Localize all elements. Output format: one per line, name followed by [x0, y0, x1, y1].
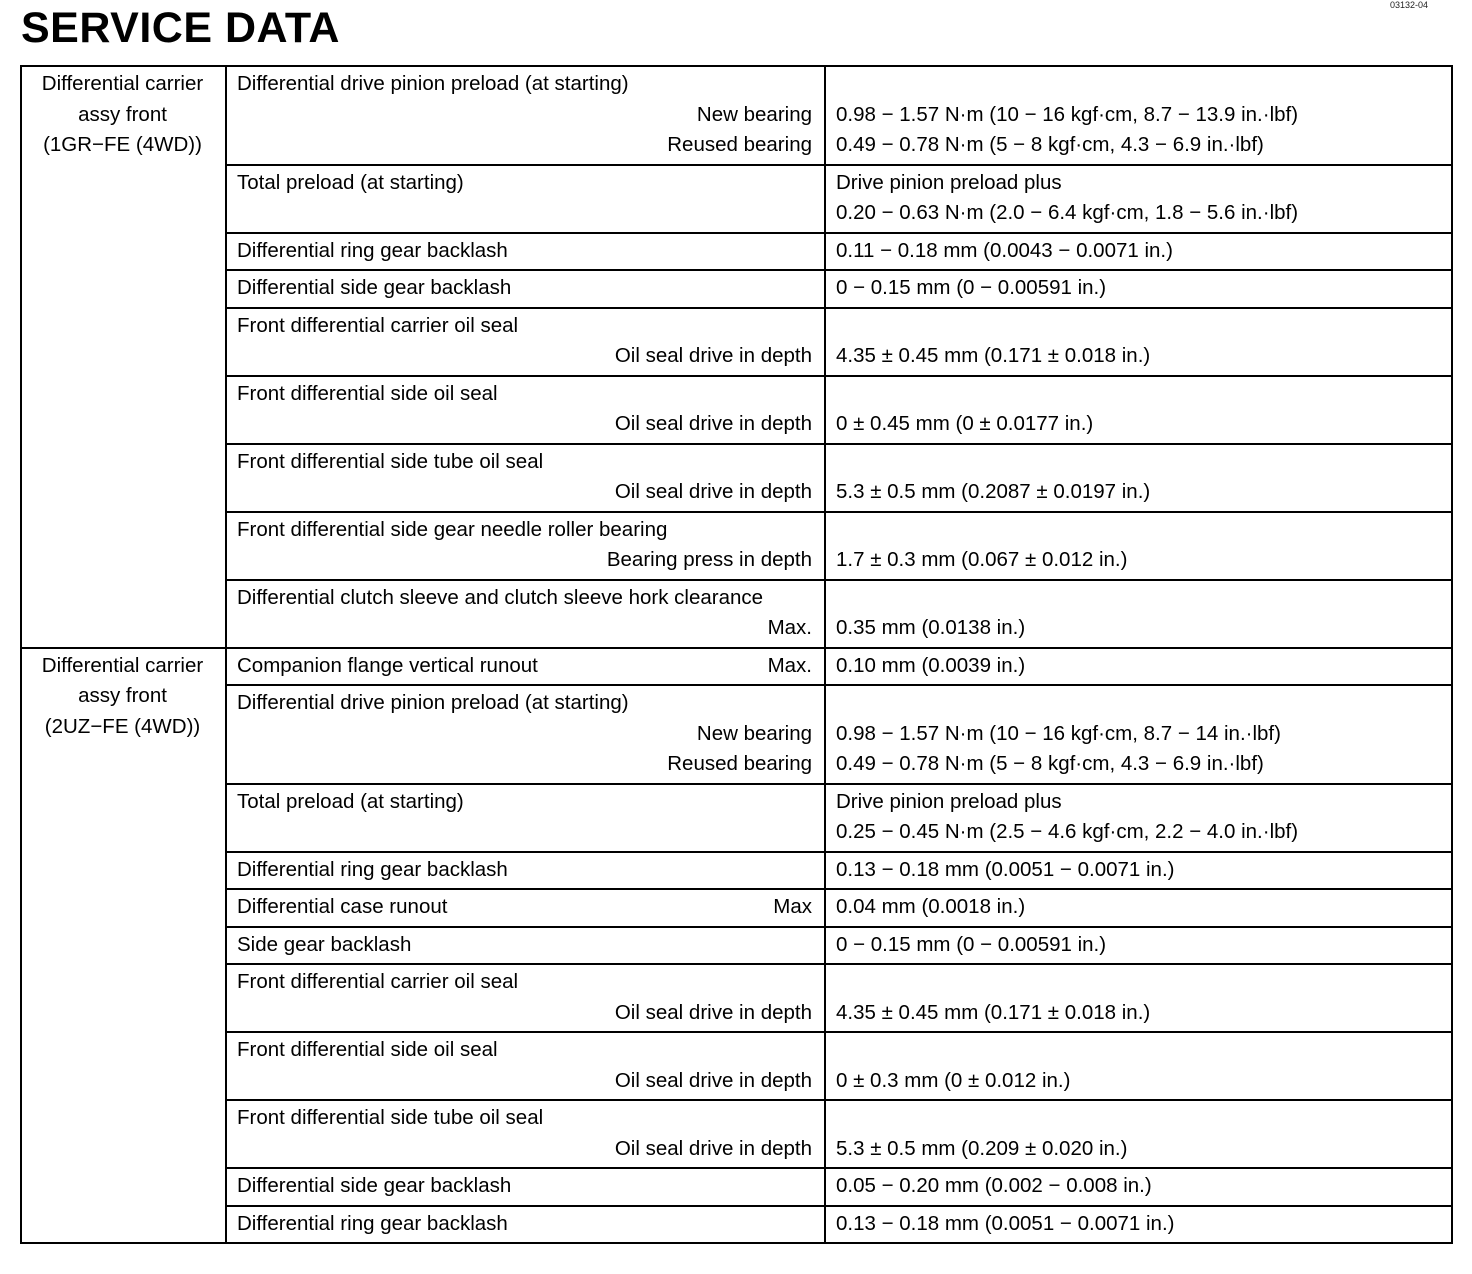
item-name: Front differential side oil seal: [237, 1038, 498, 1061]
spec-value: 0.04 mm (0.0018 in.): [836, 895, 1026, 918]
item-condition: Oil seal drive in depth: [614, 1000, 812, 1024]
spec-spacer: [836, 311, 1439, 342]
spec-value: 0.25 − 0.45 N·m (2.5 − 4.6 kgf·cm, 2.2 − 4.0 in.·lbf): [836, 820, 1299, 843]
spec-value: 0.05 − 0.20 mm (0.002 − 0.008 in.): [836, 1174, 1152, 1197]
spec-cell: [825, 784, 1452, 852]
item-name: Side gear backlash: [237, 932, 412, 956]
item-name: Differential side gear backlash: [237, 1174, 512, 1197]
component-name-line: (1GR−FE (4WD)): [43, 133, 202, 156]
item-condition: Max.: [767, 653, 812, 677]
table-row: [21, 66, 1452, 165]
spec-cell: [825, 889, 1452, 927]
spec-value: 4.35 ± 0.45 mm (0.171 ± 0.018 in.): [836, 1000, 1151, 1024]
item-condition: Oil seal drive in depth: [614, 412, 812, 435]
component-name-line: (2UZ−FE (4WD)): [44, 714, 201, 738]
table-row: [21, 444, 1452, 512]
item-name: Total preload (at starting): [237, 170, 464, 194]
spec-spacer: [836, 379, 1439, 410]
table-row: [21, 1032, 1452, 1100]
item-name: Front differential side gear needle roller bearing: [237, 517, 668, 541]
spec-value: 0.11 − 0.18 mm (0.0043 − 0.0071 in.): [836, 238, 1173, 262]
item-name: Companion flange vertical runout: [237, 653, 538, 677]
item-condition: Oil seal drive in depth: [614, 344, 812, 367]
item-cell: [226, 964, 825, 1032]
item-name: Differential drive pinion preload (at starting): [237, 691, 629, 714]
spec-value: 0.20 − 0.63 N·m (2.0 − 6.4 kgf·cm, 1.8 − 5.6 in.·lbf): [836, 201, 1299, 224]
table-row: [21, 233, 1452, 271]
item-name: Front differential side oil seal: [237, 381, 498, 405]
spec-spacer: [836, 688, 1439, 719]
spec-cell: [825, 270, 1452, 308]
spec-spacer: [836, 447, 1439, 478]
spec-value: 0.35 mm (0.0138 in.): [836, 616, 1026, 639]
component-name-line: assy front: [78, 102, 167, 126]
item-condition: Max: [773, 895, 812, 918]
item-name: Front differential side tube oil seal: [237, 1106, 544, 1129]
spec-cell: [825, 512, 1452, 580]
item-name: Differential ring gear backlash: [237, 238, 508, 262]
spec-cell: [825, 1032, 1452, 1100]
table-row: [21, 1206, 1452, 1244]
service-data-table-body: [21, 66, 1452, 1243]
page-code: 03132-04: [1389, 0, 1428, 10]
spec-cell: [825, 1100, 1452, 1168]
item-condition: Oil seal drive in depth: [614, 1068, 812, 1092]
spec-value: 0.13 − 0.18 mm (0.0051 − 0.0071 in.): [836, 1211, 1175, 1235]
item-cell: [226, 685, 825, 784]
item-cell: [226, 889, 825, 927]
item-condition: Reused bearing: [667, 133, 812, 156]
spec-value: 4.35 ± 0.45 mm (0.171 ± 0.018 in.): [836, 344, 1151, 367]
component-name-line: Differential carrier: [41, 72, 204, 95]
page-title: SERVICE DATA: [21, 4, 340, 52]
spec-value: 5.3 ± 0.5 mm (0.2087 ± 0.0197 in.): [836, 480, 1151, 503]
table-row: [21, 964, 1452, 1032]
table-row: [21, 852, 1452, 890]
table-row: [21, 889, 1452, 927]
table-row: [21, 685, 1452, 784]
spec-value: 1.7 ± 0.3 mm (0.067 ± 0.012 in.): [836, 548, 1128, 571]
item-cell: [226, 927, 825, 965]
item-condition: New bearing: [696, 721, 812, 745]
item-cell: [226, 1100, 825, 1168]
spec-value: 0 ± 0.3 mm (0 ± 0.012 in.): [836, 1068, 1071, 1092]
item-cell: [226, 270, 825, 308]
spec-cell: [825, 165, 1452, 233]
spec-value: 0.49 − 0.78 N·m (5 − 8 kgf·cm, 4.3 − 6.9 in.·lbf): [836, 752, 1264, 775]
item-cell: [226, 852, 825, 890]
item-name: Differential ring gear backlash: [237, 1211, 508, 1235]
item-cell: [226, 580, 825, 648]
item-condition: Reused bearing: [667, 752, 812, 775]
item-condition: Max.: [767, 616, 812, 639]
spec-cell: [825, 376, 1452, 444]
item-cell: [226, 66, 825, 165]
spec-cell: [825, 580, 1452, 648]
item-name: Differential clutch sleeve and clutch sleeve hork clearance: [237, 585, 764, 609]
item-cell: [226, 1206, 825, 1244]
spec-value: 0.10 mm (0.0039 in.): [836, 653, 1026, 677]
item-name: Front differential carrier oil seal: [237, 970, 519, 993]
spec-value: 0.98 − 1.57 N·m (10 − 16 kgf·cm, 8.7 − 13.9 in.·lbf): [836, 102, 1299, 126]
item-condition: New bearing: [696, 102, 812, 126]
item-cell: [226, 308, 825, 376]
spec-cell: [825, 964, 1452, 1032]
spec-value: Drive pinion preload plus: [836, 170, 1062, 194]
item-cell: [226, 1168, 825, 1206]
table-row: [21, 1100, 1452, 1168]
table-row: [21, 580, 1452, 648]
spec-value: 0 ± 0.45 mm (0 ± 0.0177 in.): [836, 412, 1094, 435]
item-cell: [226, 784, 825, 852]
table-row: [21, 1168, 1452, 1206]
spec-spacer: [836, 69, 1439, 100]
item-name: Total preload (at starting): [237, 789, 464, 813]
spec-value: Drive pinion preload plus: [836, 789, 1062, 813]
table-row: [21, 648, 1452, 686]
item-condition: Oil seal drive in depth: [614, 1136, 812, 1160]
item-cell: [226, 648, 825, 686]
item-name: Differential case runout: [237, 895, 448, 918]
table-row: [21, 512, 1452, 580]
item-cell: [226, 376, 825, 444]
table-row: [21, 165, 1452, 233]
item-name: Differential drive pinion preload (at starting): [237, 72, 629, 95]
spec-cell: [825, 927, 1452, 965]
component-group-label: [21, 648, 226, 1244]
spec-spacer: [836, 515, 1439, 546]
spec-spacer: [836, 583, 1439, 614]
spec-value: 0.98 − 1.57 N·m (10 − 16 kgf·cm, 8.7 − 14 in.·lbf): [836, 721, 1281, 745]
item-cell: [226, 1032, 825, 1100]
spec-cell: [825, 308, 1452, 376]
item-cell: [226, 444, 825, 512]
spec-cell: [825, 233, 1452, 271]
table-row: [21, 927, 1452, 965]
spec-spacer: [836, 967, 1439, 998]
item-cell: [226, 233, 825, 271]
spec-cell: [825, 685, 1452, 784]
spec-cell: [825, 66, 1452, 165]
spec-spacer: [836, 1035, 1439, 1066]
spec-value: 0 − 0.15 mm (0 − 0.00591 in.): [836, 932, 1107, 956]
item-name: Differential ring gear backlash: [237, 857, 508, 881]
table-row: [21, 784, 1452, 852]
spec-value: 5.3 ± 0.5 mm (0.209 ± 0.020 in.): [836, 1136, 1128, 1160]
spec-cell: [825, 852, 1452, 890]
spec-spacer: [836, 1103, 1439, 1134]
spec-value: 0.13 − 0.18 mm (0.0051 − 0.0071 in.): [836, 857, 1175, 881]
item-name: Front differential carrier oil seal: [237, 313, 519, 337]
item-condition: Oil seal drive in depth: [614, 480, 812, 503]
item-cell: [226, 165, 825, 233]
table-row: [21, 270, 1452, 308]
spec-cell: [825, 1206, 1452, 1244]
table-row: [21, 308, 1452, 376]
spec-cell: [825, 444, 1452, 512]
spec-cell: [825, 1168, 1452, 1206]
component-name-line: assy front: [78, 684, 167, 707]
item-condition: Bearing press in depth: [606, 548, 812, 571]
spec-cell: [825, 648, 1452, 686]
spec-value: 0.49 − 0.78 N·m (5 − 8 kgf·cm, 4.3 − 6.9 in.·lbf): [836, 133, 1264, 156]
table-row: [21, 376, 1452, 444]
service-data-table: [20, 65, 1453, 1244]
item-name: Front differential side tube oil seal: [237, 449, 544, 473]
component-group-label: [21, 66, 226, 648]
spec-value: 0 − 0.15 mm (0 − 0.00591 in.): [836, 276, 1107, 299]
item-name: Differential side gear backlash: [237, 276, 512, 299]
component-name-line: Differential carrier: [41, 653, 204, 677]
item-cell: [226, 512, 825, 580]
